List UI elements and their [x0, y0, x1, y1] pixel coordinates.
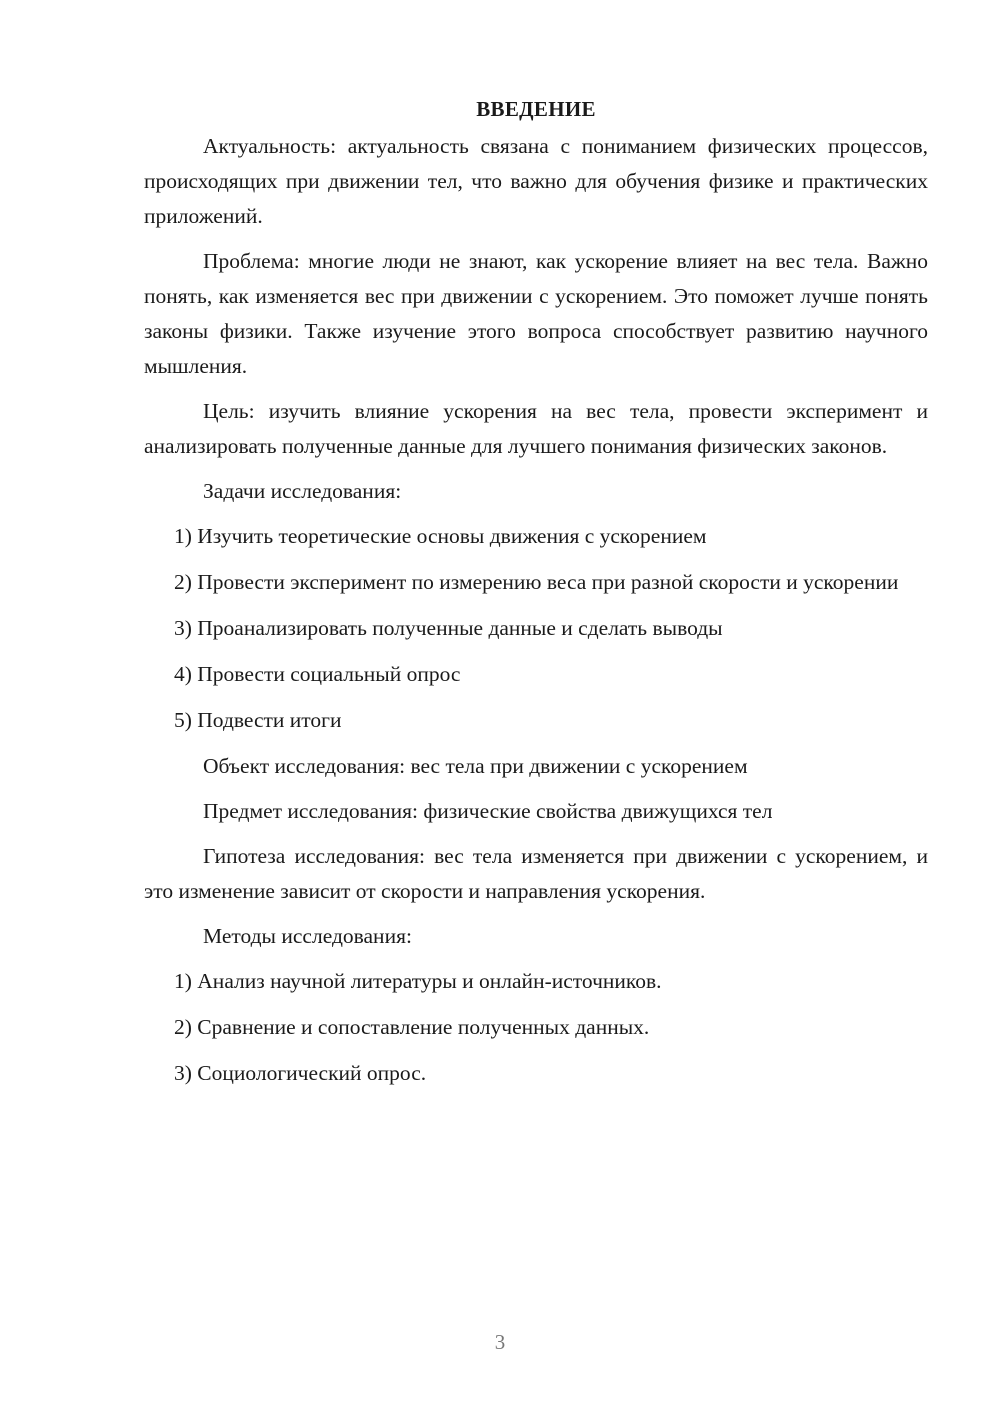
- hypothesis-paragraph: Гипотеза исследования: вес тела изменяется при движении с ускорением, и это изменение зависит от скорости и направления ускорения.: [144, 844, 928, 903]
- problem-paragraph: Проблема: многие люди не знают, как ускорение влияет на вес тела. Важно понять, как изменяется вес при движении с ускорением. Это поможет лучше понять законы физики. Также изучение этого вопроса способствует развитию научного мышления.: [144, 249, 928, 378]
- object-paragraph: Объект исследования: вес тела при движении с ускорением: [203, 754, 748, 778]
- methods-heading: Методы исследования:: [203, 924, 412, 948]
- page-content: [144, 92, 928, 1102]
- goal-paragraph: Цель: изучить влияние ускорения на вес тела, провести эксперимент и анализировать полученные данные для лучшего понимания физических законов.: [144, 399, 928, 458]
- task-item: 5) Подвести итоги: [174, 708, 342, 732]
- method-item: 2) Сравнение и сопоставление полученных данных.: [174, 1015, 650, 1039]
- subject-paragraph: Предмет исследования: физические свойства движущихся тел: [203, 799, 773, 823]
- method-item: 1) Анализ научной литературы и онлайн-источников.: [174, 969, 662, 993]
- method-item: 3) Социологический опрос.: [174, 1061, 427, 1085]
- section-title: ВВЕДЕНИЕ: [476, 97, 596, 121]
- task-item: 3) Проанализировать полученные данные и сделать выводы: [174, 616, 723, 640]
- tasks-heading: Задачи исследования:: [203, 479, 402, 503]
- task-item: 1) Изучить теоретические основы движения с ускорением: [174, 524, 707, 548]
- relevance-paragraph: Актуальность: актуальность связана с пониманием физических процессов, происходящих при движении тел, что важно для обучения физике и практических приложений.: [144, 134, 928, 228]
- task-item: 4) Провести социальный опрос: [174, 662, 461, 686]
- page-number: 3: [494, 1330, 506, 1354]
- task-item: 2) Провести эксперимент по измерению веса при разной скорости и ускорении: [174, 570, 899, 594]
